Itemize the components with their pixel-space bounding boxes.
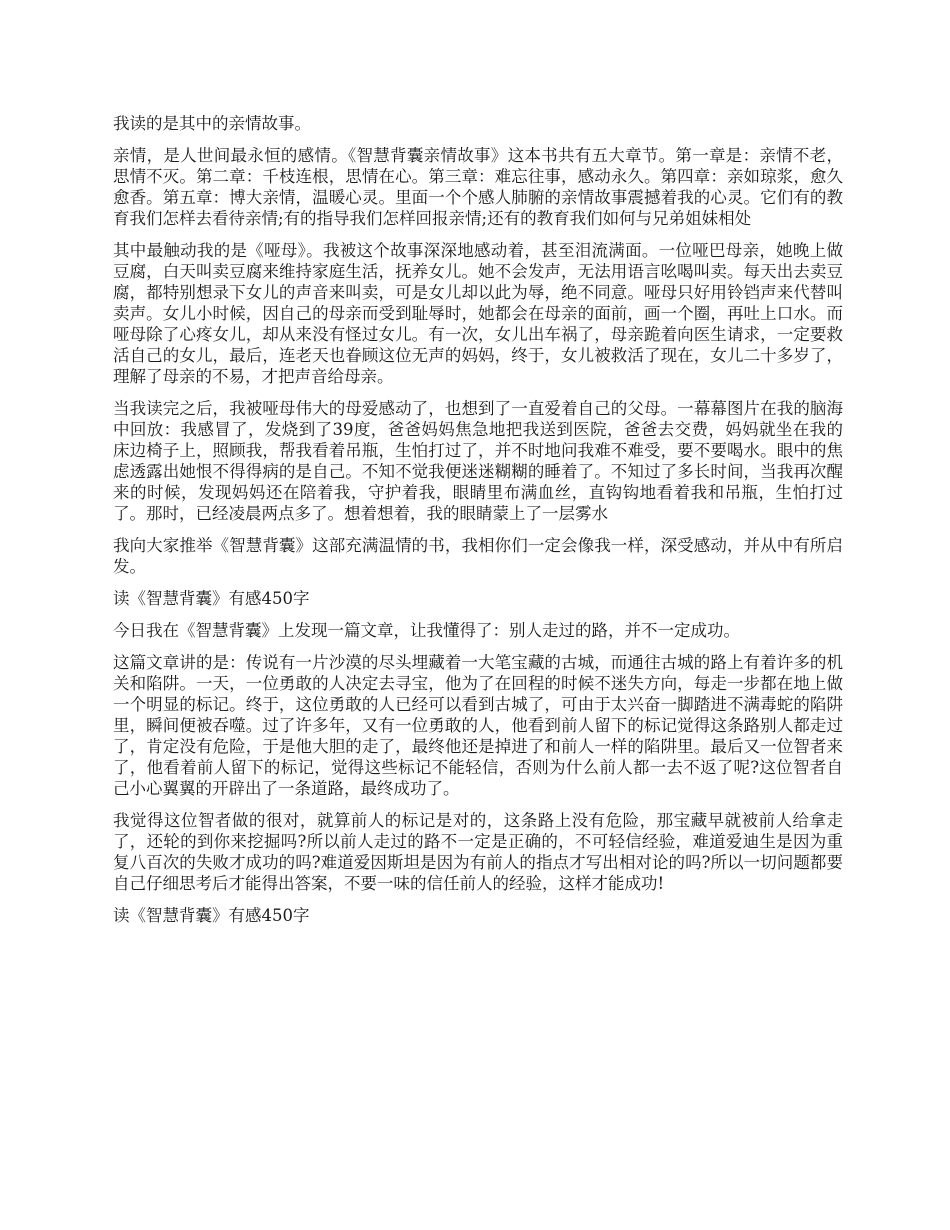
paragraph-recommendation: 我向大家推举《智慧背囊》这部充满温情的书，我相你们一定会像我一样，深受感动，并从中有所启发。 <box>113 536 843 576</box>
paragraph-discovery: 今日我在《智慧背囊》上发现一篇文章，让我懂得了：别人走过的路，并不一定成功。 <box>113 621 740 640</box>
paragraph-family-love: 亲情，是人世间最永恒的感情。《智慧背囊亲情故事》这本书共有五大章节。第一章是：亲情不老，思情不灭。第二章：千枝连根，思情在心。第三章：难忘往事，感动永久。第四章：亲如琼浆，愈久愈香。第五章：博大亲情，温暖心灵。里面一个个感人肺腑的亲情故事震撼着我的心灵。它们有的教育我们怎样去看待亲情;有的指导我们怎样回报亲情;还有的教育我们如何与兄弟姐妹相处 <box>113 146 843 228</box>
paragraph-reflection: 我觉得这位智者做的很对，就算前人的标记是对的，这条路上没有危险，那宝藏早就被前人给拿走了，还轮的到你来挖掘吗?所以前人走过的路不一定是正确的，不可轻信经验，难道爱迪生是因为重复八百次的失败才成功的吗?难道爱因斯坦是因为有前人的指点才写出相对论的吗?所以一切问题都要自己仔细思考后才能得出答案，不要一味的信任前人的经验，这样才能成功! <box>113 811 843 893</box>
section-heading-footer: 读《智慧背囊》有感450字 <box>113 906 310 925</box>
document-body <box>113 113 843 937</box>
paragraph-mute-mother: 其中最触动我的是《哑母》。我被这个故事深深地感动着，甚至泪流满面。一位哑巴母亲，她晚上做豆腐，白天叫卖豆腐来维持家庭生活，抚养女儿。她不会发声，无法用语言吆喝叫卖。每天出去卖豆腐，都特别想录下女儿的声音来叫卖，可是女儿却以此为辱，绝不同意。哑母只好用铃铛声来代替叫卖声。女儿小时候，因自己的母亲而受到耻辱时，她都会在母亲的面前，画一个圈，再吐上口水。而哑母除了心疼女儿，却从来没有怪过女儿。有一次，女儿出车祸了，母亲跪着向医生请求，一定要救活自己的女儿，最后，连老天也眷顾这位无声的妈妈，终于，女儿被救活了现在，女儿二十多岁了，理解了母亲的不易，才把声音给母亲。 <box>113 241 843 386</box>
section-heading: 读《智慧背囊》有感450字 <box>113 589 310 608</box>
paragraph-treasure-story: 这篇文章讲的是：传说有一片沙漠的尽头埋藏着一大笔宝藏的古城，而通往古城的路上有着许多的机关和陷阱。一天，一位勇敢的人决定去寻宝，他为了在回程的时候不迷失方向，每走一步都在地上做一个明显的标记。终于，这位勇敢的人已经可以看到古城了，可由于太兴奋一脚踏进不满毒蛇的陷阱里，瞬间便被吞噬。过了许多年，又有一位勇敢的人，他看到前人留下的标记觉得这条路别人都走过了，肯定没有危险，于是他大胆的走了，最终他还是掉进了和前人一样的陷阱里。最后又一位智者来了，他看着前人留下的标记，觉得这些标记不能轻信，否则为什么前人都一去不返了呢?这位智者自己小心翼翼的开辟出了一条道路，最终成功了。 <box>113 653 843 798</box>
paragraph-intro: 我读的是其中的亲情故事。 <box>113 114 311 133</box>
paragraph-parents-memory: 当我读完之后，我被哑母伟大的母爱感动了，也想到了一直爱着自己的父母。一幕幕图片在我的脑海中回放：我感冒了，发烧到了39度，爸爸妈妈焦急地把我送到医院，爸爸去交费，妈妈就坐在我的床边椅子上，照顾我，帮我看着吊瓶，生怕打过了，并不时地问我难不难受，要不要喝水。眼中的焦虑透露出她恨不得得病的是自己。不知不觉我便迷迷糊糊的睡着了。不知过了多长时间，当我再次醒来的时候，发现妈妈还在陪着我，守护着我，眼睛里布满血丝，直钩钩地看着我和吊瓶，生怕打过了。那时，已经凌晨两点多了。想着想着，我的眼睛蒙上了一层雾水 <box>113 399 843 523</box>
